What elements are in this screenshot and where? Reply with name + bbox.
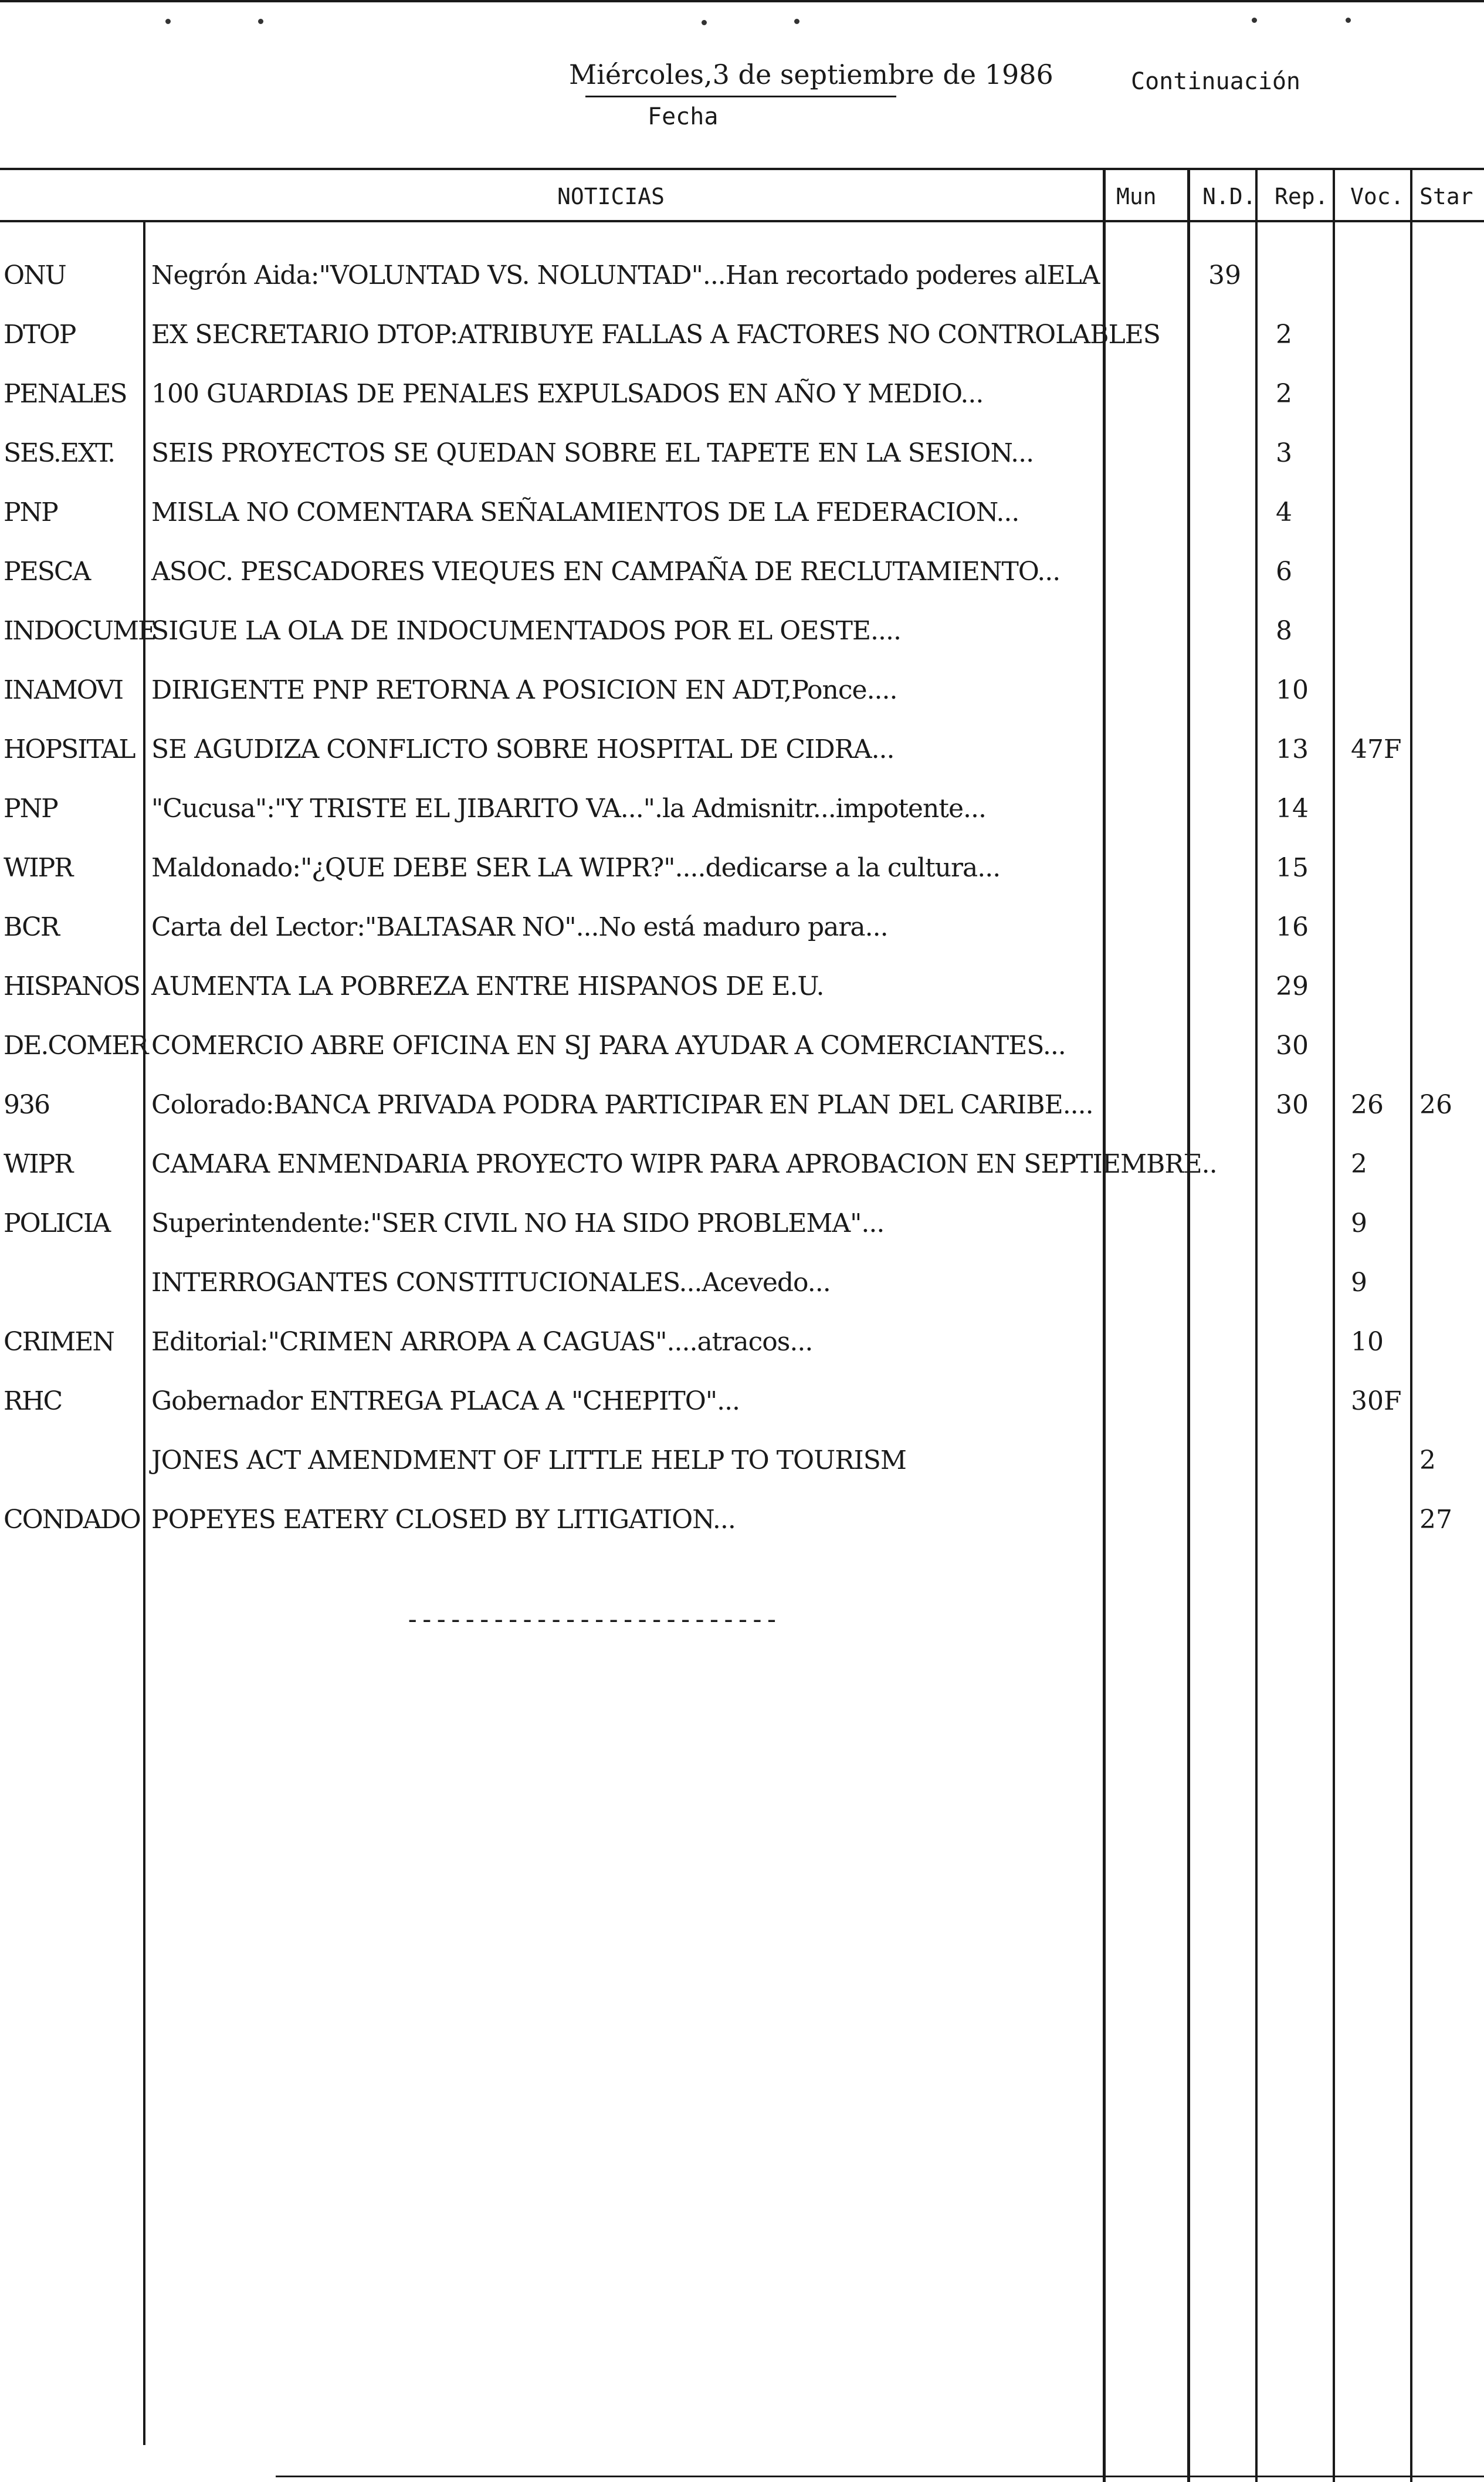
headline-cell: AUMENTA LA POBREZA ENTRE HISPANOS DE E.U. — [151, 971, 824, 1001]
headline-cell: SEIS PROYECTOS SE QUEDAN SOBRE EL TAPETE EN LA SESION... — [151, 438, 1034, 468]
rep-cell: 3 — [1276, 438, 1292, 468]
top-border — [0, 0, 1484, 2]
table-row — [0, 480, 1484, 539]
category-cell: POLICIA — [4, 1208, 110, 1238]
headline-cell: COMERCIO ABRE OFICINA EN SJ PARA AYUDAR A COMERCIANTES... — [151, 1031, 1066, 1061]
headline-cell: Superintendente:"SER CIVIL NO HA SIDO PROBLEMA"... — [151, 1208, 885, 1238]
col-header-nd: N.D. — [1202, 184, 1256, 209]
rep-cell: 2 — [1276, 379, 1292, 409]
rep-cell: 4 — [1276, 497, 1292, 527]
table-row — [0, 1487, 1484, 1546]
category-cell: BCR — [4, 912, 59, 942]
table-row — [0, 1369, 1484, 1427]
category-cell: PENALES — [4, 379, 127, 409]
table-row — [0, 1072, 1484, 1131]
table-row — [0, 1013, 1484, 1072]
table-row — [0, 835, 1484, 894]
rep-cell: 10 — [1276, 675, 1309, 705]
nd-cell: 39 — [1208, 260, 1241, 290]
headline-cell: CAMARA ENMENDARIA PROYECTO WIPR PARA APROBACION EN SEPTIEMBRE.. — [151, 1149, 1217, 1179]
table-row — [0, 1428, 1484, 1487]
rep-cell: 30 — [1276, 1090, 1309, 1120]
table-row — [0, 1191, 1484, 1250]
headline-cell: 100 GUARDIAS DE PENALES EXPULSADOS EN AÑO Y MEDIO... — [151, 379, 984, 409]
category-cell: WIPR — [4, 1149, 73, 1179]
table-row — [0, 421, 1484, 479]
star-cell: 2 — [1419, 1445, 1436, 1475]
star-cell: 26 — [1419, 1090, 1452, 1120]
voc-cell: 9 — [1351, 1268, 1367, 1298]
table-row — [0, 776, 1484, 835]
category-cell: WIPR — [4, 853, 73, 883]
headline-cell: DIRIGENTE PNP RETORNA A POSICION EN ADT,Ponce.... — [151, 675, 897, 705]
rep-cell: 29 — [1276, 971, 1309, 1001]
scan-speck — [702, 20, 707, 25]
table-row — [0, 539, 1484, 598]
rep-cell: 15 — [1276, 853, 1309, 883]
scan-speck — [1346, 18, 1351, 23]
voc-cell: 30F — [1351, 1386, 1402, 1416]
table-row — [0, 361, 1484, 420]
voc-cell: 10 — [1351, 1327, 1384, 1357]
scan-speck — [258, 19, 263, 24]
table-row — [0, 243, 1484, 302]
category-cell: SES.EXT. — [4, 438, 115, 468]
rep-cell: 6 — [1276, 557, 1292, 587]
voc-cell: 9 — [1351, 1208, 1367, 1238]
table-row — [0, 717, 1484, 776]
col-header-star: Star — [1419, 184, 1473, 209]
col-header-mun: Mun — [1116, 184, 1157, 209]
category-cell: DE.COMER — [4, 1031, 148, 1061]
date-underline — [585, 96, 896, 97]
end-separator: -------------------------- — [405, 1604, 778, 1634]
continuation-label: Continuación — [1131, 68, 1300, 95]
headline-cell: Carta del Lector:"BALTASAR NO"...No está maduro para... — [151, 912, 888, 942]
headline-cell: Colorado:BANCA PRIVADA PODRA PARTICIPAR EN PLAN DEL CARIBE.... — [151, 1090, 1093, 1120]
headline-cell: SE AGUDIZA CONFLICTO SOBRE HOSPITAL DE CIDRA... — [151, 734, 895, 764]
headline-cell: "Cucusa":"Y TRISTE EL JIBARITO VA...".la Admisnitr...impotente... — [151, 794, 986, 824]
table-top-rule — [0, 168, 1484, 170]
category-cell: ONU — [4, 260, 66, 290]
headline-cell: INTERROGANTES CONSTITUCIONALES...Acevedo... — [151, 1268, 831, 1298]
category-cell: HOPSITAL — [4, 734, 135, 764]
headline-cell: Editorial:"CRIMEN ARROPA A CAGUAS"....atracos... — [151, 1327, 813, 1357]
rep-cell: 30 — [1276, 1031, 1309, 1061]
header-bottom-rule — [0, 220, 1484, 222]
rep-cell: 13 — [1276, 734, 1309, 764]
headline-cell: Negrón Aida:"VOLUNTAD VS. NOLUNTAD"...Han recortado poderes alELA — [151, 260, 1100, 290]
headline-cell: JONES ACT AMENDMENT OF LITTLE HELP TO TOURISM — [151, 1445, 906, 1475]
headline-cell: POPEYES EATERY CLOSED BY LITIGATION... — [151, 1505, 736, 1535]
col-header-rep: Rep. — [1275, 184, 1329, 209]
scan-speck — [165, 19, 171, 24]
rep-cell: 14 — [1276, 794, 1309, 824]
category-cell: CONDADO — [4, 1505, 140, 1535]
scan-speck — [1252, 18, 1257, 23]
headline-cell: ASOC. PESCADORES VIEQUES EN CAMPAÑA DE RECLUTAMIENTO... — [151, 557, 1061, 587]
headline-cell: SIGUE LA OLA DE INDOCUMENTADOS POR EL OESTE.... — [151, 616, 901, 646]
table-row — [0, 1309, 1484, 1368]
voc-cell: 2 — [1351, 1149, 1367, 1179]
table-row — [0, 895, 1484, 953]
date-caption: Fecha — [648, 103, 719, 130]
rep-cell: 2 — [1276, 320, 1292, 350]
rep-cell: 16 — [1276, 912, 1309, 942]
category-cell: CRIMEN — [4, 1327, 114, 1357]
table-row — [0, 598, 1484, 657]
col-header-noticias: NOTICIAS — [557, 184, 665, 209]
table-row — [0, 1132, 1484, 1190]
category-cell: RHC — [4, 1386, 62, 1416]
rep-cell: 8 — [1276, 616, 1292, 646]
headline-cell: MISLA NO COMENTARA SEÑALAMIENTOS DE LA FEDERACION... — [151, 497, 1019, 527]
headline-cell: Gobernador ENTREGA PLACA A "CHEPITO"... — [151, 1386, 740, 1416]
table-row — [0, 658, 1484, 716]
headline-cell: EX SECRETARIO DTOP:ATRIBUYE FALLAS A FACTORES NO CONTROLABLES — [151, 320, 1160, 350]
category-cell: 936 — [4, 1090, 49, 1120]
star-cell: 27 — [1419, 1505, 1452, 1535]
category-cell: INAMOVI — [4, 675, 123, 705]
col-header-voc: Voc. — [1350, 184, 1404, 209]
table-row — [0, 302, 1484, 361]
page-date: Miércoles,3 de septiembre de 1986 — [569, 59, 1053, 90]
bottom-rule — [276, 2476, 1484, 2477]
table-row — [0, 954, 1484, 1013]
category-cell: PNP — [4, 497, 57, 527]
scan-speck — [794, 19, 799, 24]
table-row — [0, 1250, 1484, 1309]
category-cell: HISPANOS — [4, 971, 140, 1001]
voc-cell: 26 — [1351, 1090, 1384, 1120]
category-cell: DTOP — [4, 320, 76, 350]
headline-cell: Maldonado:"¿QUE DEBE SER LA WIPR?"....dedicarse a la cultura... — [151, 853, 1001, 883]
category-cell: PNP — [4, 794, 57, 824]
voc-cell: 47F — [1351, 734, 1402, 764]
category-cell: INDOCUME — [4, 616, 156, 646]
category-cell: PESCA — [4, 557, 90, 587]
